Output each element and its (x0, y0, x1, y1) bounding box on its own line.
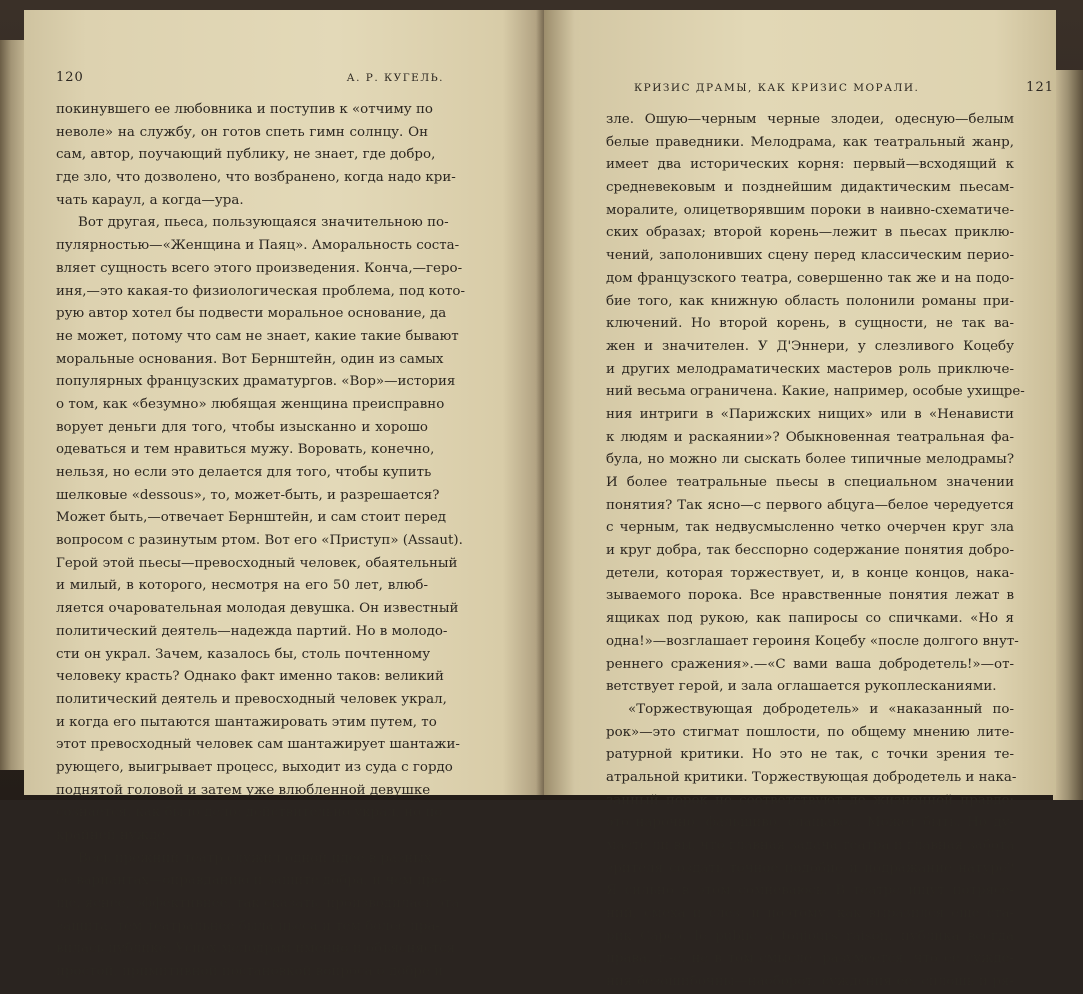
text-line: популярных французских драматургов. «Вор»—история (56, 374, 456, 390)
text-line: ключений. Но второй корень, в сущности, не так ва- (606, 316, 1014, 332)
text-line: чений, заполонивших сцену перед классическим перио- (606, 248, 1014, 264)
text-line: Герой этой пьесы—превосходный человек, обаятельный (56, 555, 458, 571)
text-line: покинувшего ее любовника и поступив к «отчиму по (56, 102, 433, 117)
left-page-number: 120 (56, 70, 84, 85)
text-line: моральные основания. Вот Бернштейн, один из самых (56, 351, 444, 367)
left-page (24, 10, 544, 980)
text-line: ния интриги в «Парижских нищих» или в «Ненависти (606, 406, 1014, 422)
text-line: одна!»—возглашает героиня Коцебу «после долгого внут- (606, 633, 1019, 649)
text-line: неволе» на службу, он готов спеть гимн солнцу. Он (56, 124, 428, 140)
text-line: защита, тем театральнее была пьеса и тем более пра- (56, 918, 440, 934)
text-line: ящиках под рукою, как папиросы со спичками. «Но я (606, 611, 1014, 627)
left-running-head (56, 70, 444, 85)
text-line: ний, смеха и слез, и поэтому, как выразился еще ста- (606, 906, 1014, 922)
text-line: поднятой головой и затем уже влюбленной девушке (56, 782, 431, 798)
text-line: ляется очаровательная молодая девушка. Он известный (56, 601, 459, 617)
text-line: бие того, как книжную область полонили романы при- (606, 293, 1014, 309)
text-line: вопросом с разинутым ртом. Вот его «Приступ» (Assaut). (56, 533, 463, 549)
text-line: чать караул, а когда—ура. (56, 192, 244, 208)
text-line: сти он украл. Зачем, казалось бы, столь почтенному (56, 646, 431, 662)
text-line: ния безошибочны—наоборот, суждения ее, сплошь и ря- (606, 974, 1014, 990)
text-line: ских образах; второй корень—лежит в пьесах приклю- (606, 225, 1014, 241)
text-line: зываемого порока. Все нравственные понятия лежат в (606, 588, 1014, 604)
text-line: маете ли вы, что главная задача театра и главная забота (606, 838, 1015, 853)
text-line: и милый, в которого, несмотря на его 50 лет, влюб- (56, 578, 428, 594)
text-line: И более театральные пьесы в специальном значении (606, 475, 1014, 490)
text-line: одеваться и тем нравиться мужу. Воровать, конечно, (56, 442, 435, 458)
text-line: моралите, олицетворявшим пороки в наивно-схематиче- (606, 202, 1014, 218)
text-line: вилась публике. Успех мелодрам именно и объясняется (56, 941, 456, 957)
right-page-number: 121 (1026, 80, 1054, 95)
right-page (544, 10, 1056, 990)
text-line: и круг добра, так бесспорно содержание понятия добро- (606, 543, 1014, 559)
text-line: була, но можно ли сыскать более типичные мелодрамы? (606, 452, 1014, 468)
right-running-head (634, 80, 1054, 95)
text-line: и других мелодраматических мастеров роль приключе- (606, 361, 1014, 377)
text-line: Вот другая, пьеса, пользующаяся значительною по- (78, 215, 449, 231)
text-line: простой, примитивной постановкой вопроса о добре и (56, 964, 444, 980)
left-page-body (56, 99, 510, 984)
right-page-body (596, 109, 1025, 994)
text-line: сам, автор, поучающий публику, не знает, где добро, (56, 147, 436, 163)
text-line: нельзя, но если это делается для того, чтобы купить (56, 465, 432, 480)
text-line: реннего сражения».—«С вами ваша добродетель!»—от- (606, 656, 1014, 672)
text-line: это нарочно, фальшиво, слащаво... Может быть. Но ду- (606, 815, 1014, 831)
text-line: права, т.-е. не в том смысле, разумеется, что ее сужде- (606, 951, 1014, 967)
right-page-stack (1053, 70, 1083, 800)
text-line: понятия? Так ясно—с первого абцуга—белое чередуется (606, 497, 1014, 513)
text-line: о том, как «безумно» любящая женщина преисправно (56, 396, 445, 412)
text-line: и когда его пытаются шантажировать этим путем, то (56, 714, 437, 730)
text-line: детели, которая торжествует, и, в конце концов, нака- (606, 565, 1014, 581)
left-header-title: А. Р. КУГЕЛЬ. (346, 72, 444, 84)
text-line: рую автор хотел бы подвести моральное основание, да (56, 306, 447, 322)
text-line: средневековым и позднейшим дидактическим пьесам- (606, 180, 1014, 196)
text-line: сознается, как было дело: действительно украл, но по (56, 805, 443, 821)
text-line: политический деятель—надежда партий. Но в молодо- (56, 623, 448, 639)
text-line: белые праведники. Мелодрама, как театральный жанр, (606, 134, 1014, 150)
text-line: зрителя создать точное подобие и подражание натуре? (606, 860, 1014, 876)
text-line: рик Сарсэ, le public a toujours raison, публика всегда (606, 928, 1014, 944)
text-line: к людям и раскаянии»? Обыкновенная театральная фа- (606, 429, 1014, 445)
text-line: вляет сущность всего этого произведения. Конча,—геро- (56, 260, 463, 276)
text-line: Весь прежний театр служил одной идее в разных (78, 850, 432, 866)
text-line: ее вариантах—оправданию и защите добра, и чем про- (56, 873, 448, 889)
text-line: ний весьма ограничена. Какие, например, особые ухищре- (606, 384, 1025, 400)
text-line: ветствует герой, и зала оглашается рукоплесканиями. (606, 679, 997, 695)
text-line: где зло, что дозволено, что возбранено, когда надо кри- (56, 170, 456, 186)
text-line: рующего, выигрывает процесс, выходит из суда с гордо (56, 759, 453, 775)
text-line: с черным, так недвусмысленно четко очерчен круг зла (606, 520, 1014, 536)
text-line: не может, потому что сам не знает, какие такие бывают (56, 328, 459, 344)
text-line: иня,—это какая-то физиологическая проблема, под кото- (56, 283, 465, 299)
text-line: занный порок не соответствуют де жизненной правде; (606, 792, 1014, 808)
text-line: дом французского театра, совершенно так же и на подо- (606, 270, 1014, 286)
right-header-title: КРИЗИС ДРАМЫ, КАК КРИЗИС МОРАЛИ. (634, 82, 920, 94)
text-line: шелковые «dessous», то, может-быть, и разрешается? (56, 487, 440, 503)
text-line: ратурной критики. Но это не так, с точки зрения те- (606, 747, 1014, 763)
text-line: ще, яснее, эффективнее, так сказать, производилась эта (56, 896, 460, 912)
text-line: атральной критики. Торжествующая добродетель и нака- (606, 769, 1017, 785)
text-line: жен и значителен. У Д'Эннери, у слезливого Коцебу (606, 338, 1014, 354)
text-line: зле. Ошую—черным черные злодеи, одесную—белым (606, 112, 1014, 127)
text-line: пулярностью—«Женщина и Паяц». Аморальность соста- (56, 238, 460, 254)
text-line: ворует деньги для того, чтобы изысканно и хорошо (56, 419, 428, 435)
text-line: человеку красть? Однако факт именно таков: великий (56, 669, 444, 685)
text-line: Может быть,—отвечает Бернштейн, и сам стоит перед (56, 510, 446, 526)
text-line: Я сильно в этом сомневаюсь. В театре ищут потрясе- (606, 883, 1014, 899)
text-line: этот превосходный человек сам шантажирует шантажи- (56, 737, 460, 753)
text-line: имеет два исторических корня: первый—всходящий к (606, 157, 1014, 173)
text-line: политический деятель и превосходный человек украл, (56, 691, 447, 707)
text-line: рок»—это стигмат пошлости, по общему мнению лите- (606, 724, 1014, 740)
text-line: крайней нужде. (56, 828, 170, 843)
text-line: «Торжествующая добродетель» и «наказанный по- (628, 701, 1014, 717)
